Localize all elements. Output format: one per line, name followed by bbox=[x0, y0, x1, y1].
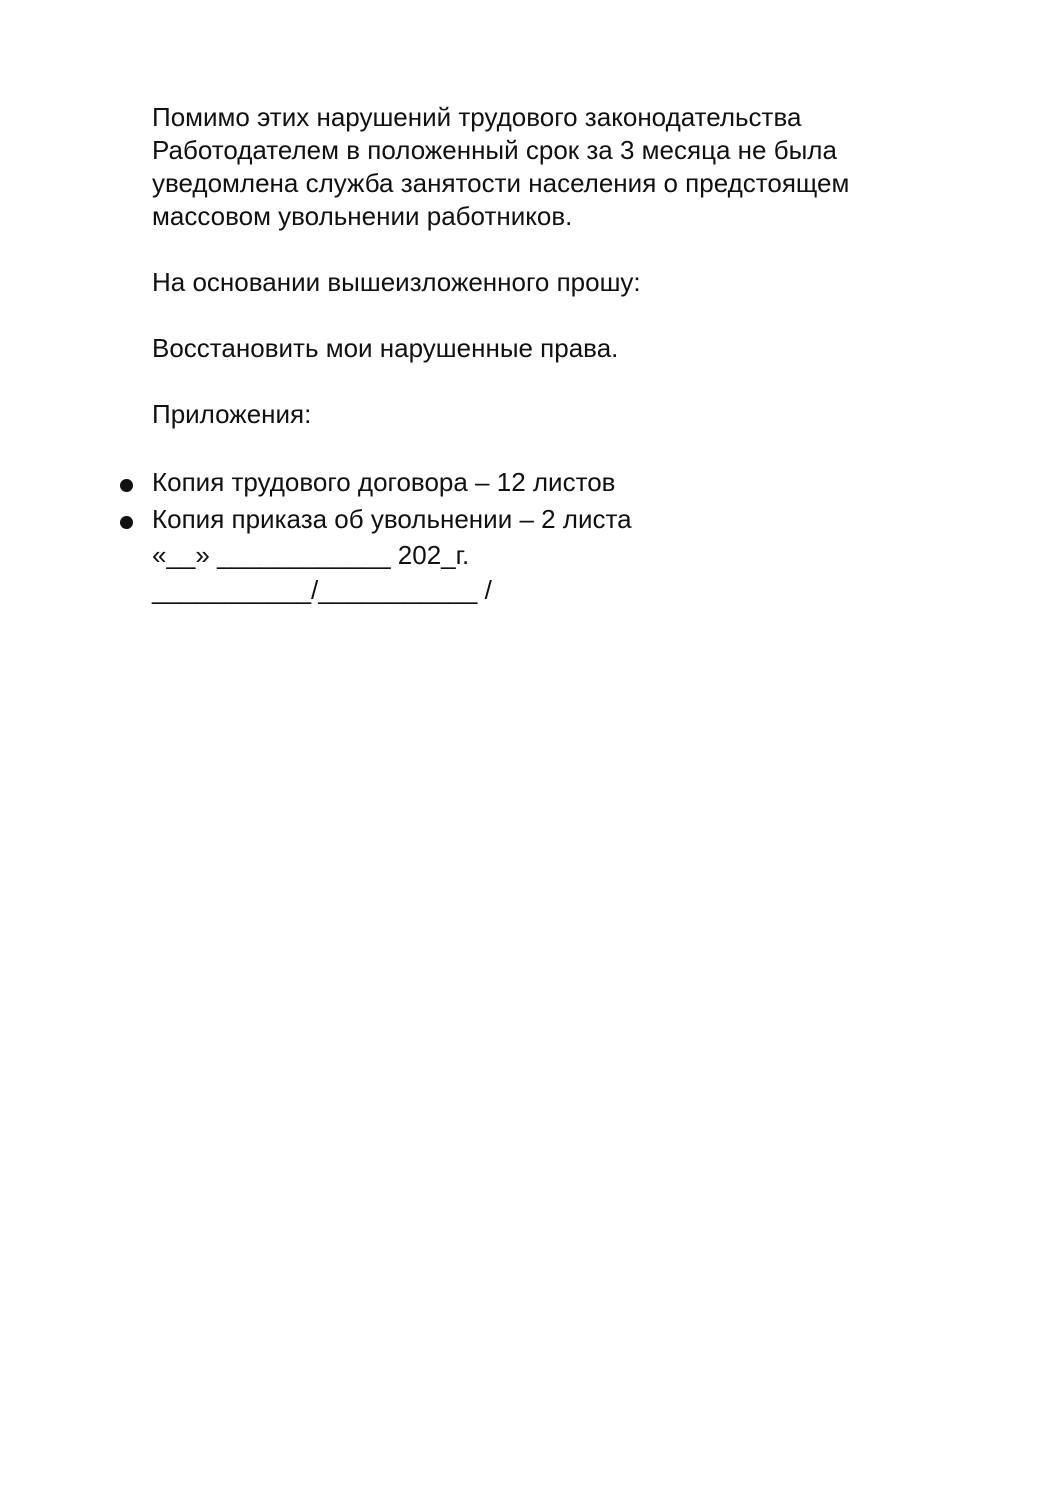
paragraph-request-intro: На основании вышеизложенного прошу: bbox=[152, 267, 641, 297]
attachments-list bbox=[152, 464, 952, 538]
bullet-icon bbox=[120, 479, 133, 492]
spacer bbox=[152, 365, 952, 398]
spacer bbox=[152, 431, 952, 464]
spacer bbox=[152, 299, 952, 332]
paragraph-violations: Помимо этих нарушений трудового законодательства Работодателем в положенный срок за 3 месяца не была уведомлена служба занятости населения о предстоящем массовом увольнении работников. bbox=[152, 102, 850, 231]
attachment-label: Копия трудового договора – 12 листов bbox=[152, 467, 616, 497]
spacer bbox=[152, 233, 952, 266]
signature-line: ___________/___________ / bbox=[152, 575, 492, 605]
attachment-label: Копия приказа об увольнении – 2 листа bbox=[152, 504, 632, 534]
date-line: «__» ____________ 202_г. bbox=[152, 540, 470, 570]
paragraph-request: Восстановить мои нарушенные права. bbox=[152, 333, 619, 363]
bullet-icon bbox=[120, 516, 133, 529]
list-item bbox=[152, 501, 952, 538]
list-item bbox=[152, 464, 952, 501]
document-body bbox=[152, 101, 952, 608]
attachments-heading: Приложения: bbox=[152, 399, 312, 429]
